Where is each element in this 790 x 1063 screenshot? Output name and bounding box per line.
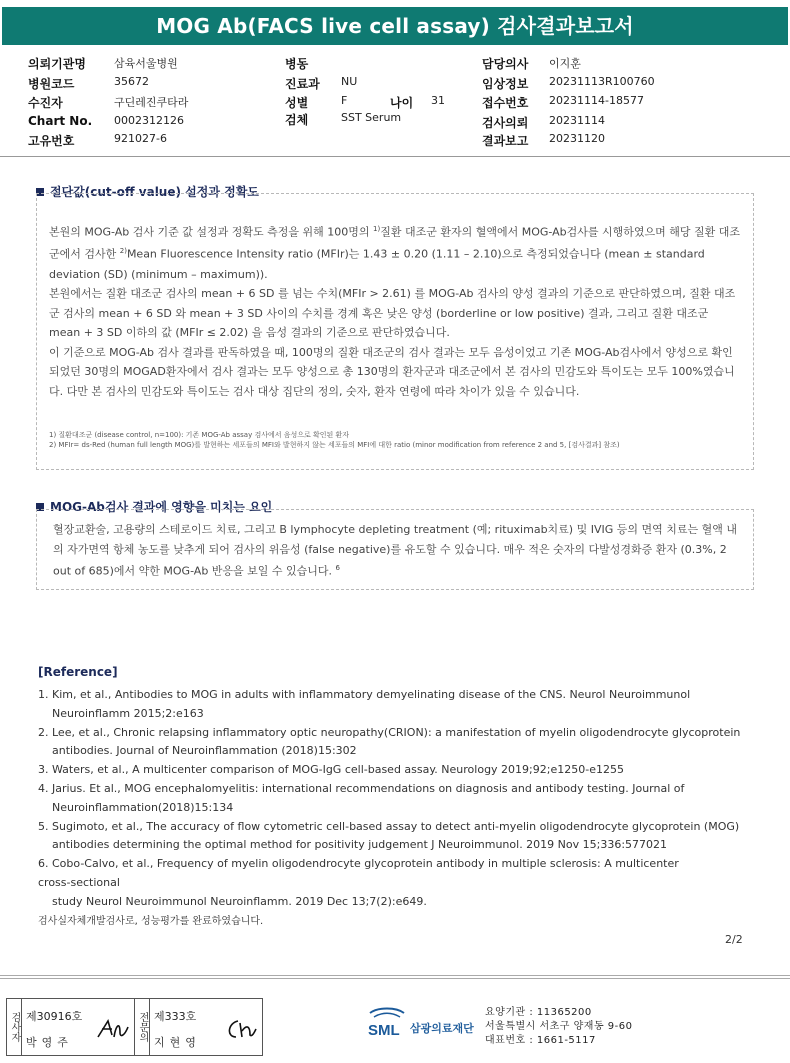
paragraph: 본원의 MOG-Ab 검사 기준 값 설정과 정확도 측정을 위해 100명의 $^{1)}$질환 대조군 환자의 혈액에서 MOG-Ab검사를 시행하였으며 해당 질환 대조군에서 검사한 $^{2)}$Mean Fluorescence Intensity ratio (MFIr)는 1.43 ± 0.20 (1.11 – 2.10)으로 측정되었습니다 (mean ± standard deviation (SD) (minimum – maximum)). [49,225,740,281]
info-label: 병동 [285,57,309,71]
page-number: 2/2 [725,933,743,946]
age-label: 나이 [390,96,414,110]
section-heading: 절단값(cut-off value) 설정과 정확도 [36,183,259,200]
reference-list [38,686,758,912]
signature-cell [22,999,135,1055]
info-label: 수진자 [28,96,63,110]
reference-item-cont: antibodies. Journal of Neuroinflammation (2018)15:302 [52,744,357,758]
info-label: 진료과 [285,77,320,91]
info-value: 구딘레진쿠타라 [114,96,189,109]
reference-item-cont: antibodies determining the optimal method for positivity judgement J Neuroimmunol. 2019 Nov 15;336:577021 [52,838,668,852]
institution-phone: 대표번호 : 1661-5117 [485,1035,596,1046]
info-label: 의뢰기관명 [28,57,86,71]
signature-role: 검사자 [7,999,22,1055]
signature-cell [150,999,262,1055]
signature-mark-icon [224,1017,258,1041]
reference-item-cont: cross-sectional [38,875,120,889]
reference-item: 1. Kim, et al., Antibodies to MOG in adults with inflammatory demyelinating disease of the CNS. Neurol Neuroimmunol [38,688,691,701]
footnote: 1) 질환대조군 (disease control, n=100): 기존 MOG-Ab assay 검사에서 음성으로 확인된 환자 [49,430,350,439]
reference-item: 3. Waters, et al., A multicenter comparison of MOG-IgG cell-based assay. Neurology 2019;92;e1250-e1255 [38,763,624,777]
info-label: 고유번호 [28,134,75,148]
license-number: 제30916호 [26,1010,83,1023]
institution-info [485,1006,633,1048]
signature-mark-icon [96,1017,130,1041]
info-value: 이지훈 [549,57,581,70]
info-label: 검체 [285,113,309,127]
signature-role: 전문의 [135,999,150,1055]
divider [0,978,790,979]
report-title: MOG Ab(FACS live cell assay) 검사결과보고서 [2,7,788,45]
info-label: Chart No. [28,114,93,128]
license-number: 제333호 [154,1010,197,1023]
patient-info [0,52,790,152]
institution-code: 요양기관 : 11365200 [485,1007,592,1018]
validation-note: 검사실자체개발검사로, 성능평가를 완료하였습니다. [38,916,264,927]
info-value: 20231114 [549,114,605,127]
divider [0,975,790,976]
info-value: F [341,94,348,107]
cutoff-box [36,193,754,470]
logo-mark: SML [368,1022,400,1039]
reference-item: 5. Sugimoto, et al., The accuracy of flow cytometric cell-based assay to detect anti-myelin oligodendrocyte glycoprotein (MOG) [38,819,740,833]
info-value: NU [341,75,358,88]
signer-name: 지현영 [154,1036,201,1049]
reference-heading: [Reference] [38,665,118,679]
footnote: 2) MFIr= ds-Red (human full length MOG)를 발현하는 세포들의 MFI와 발현하지 않는 세포들의 MFI에 대한 ratio (minor modification from reference 2 and 5, [검사결과] 참조) [49,440,620,449]
info-value: 20231120 [549,132,605,145]
info-value: SST Serum [341,111,402,124]
info-label: 담당의사 [482,57,529,71]
logo-name: 삼광의료재단 [410,1022,474,1035]
info-value: 921027-6 [114,132,167,145]
info-value: 0002312126 [114,114,184,127]
institution-address: 서울특별시 서초구 양재동 9-60 [485,1021,633,1032]
reference-item: 2. Lee, et al., Chronic relapsing inflammatory optic neuropathy(CRION): a manifestation of myelin oligodendrocyte glycoprotein [38,725,741,739]
divider [0,156,790,157]
info-value: 삼육서울병원 [114,57,178,70]
info-value: 35672 [114,75,149,88]
paragraph: 이 기준으로 MOG-Ab 검사 결과를 판독하였을 때, 100명의 질환 대조군의 검사 결과는 모두 음성이었고 기존 MOG-Ab검사에서 양성으로 확인되었던 30명의 MOGAD환자에서 검사 결과는 모두 양성으로 총 130명의 환자군과 대조군에서 본 검사의 민감도와 특이도는 모두 100%였습니다. 다만 본 검사의 민감도와 특이도는 검사 대상 집단의 정의, 숫자, 환자 연령에 따라 차이가 있을 수 있습니다. [49,345,735,399]
signer-name: 박영주 [26,1036,73,1049]
factors-box [36,509,754,590]
info-value: 20231113R100760 [549,75,655,88]
info-label: 임상정보 [482,77,529,91]
info-label: 병원코드 [28,77,75,91]
info-label: 결과보고 [482,134,529,148]
reference-item: 4. Jarius. Et al., MOG encephalomyelitis: international recommendations on diagnosis and antibody testing. Journal of [38,781,685,795]
reference-item: 6. Cobo-Calvo, et al., Frequency of myelin oligodendrocyte glycoprotein antibody in multiple sclerosis: A multicenter [38,857,679,871]
info-label: 접수번호 [482,96,529,110]
reference-item-cont: Neuroinflammation(2018)15:134 [52,800,234,814]
sml-logo-icon [366,1005,408,1039]
info-label: 검사의뢰 [482,116,529,130]
age-value: 31 [431,94,445,107]
paragraph: 본원에서는 질환 대조군 검사의 mean + 6 SD 를 넘는 수치(MFIr > 2.61) 를 MOG-Ab 검사의 양성 결과의 기준으로 판단하였으며, 질환 대조군 검사의 mean + 6 SD 와 mean + 3 SD 사이의 수치를 경계 혹은 낮은 양성 (borderline or low positive) 결과, 그리고 질환 대조군 mean + 3 SD 이하의 값 (MFIr ≤ 2.02) 을 음성 결과의 기준으로 판단하였습니다. [49,287,736,340]
reference-item-cont: study Neurol Neuroimmunol Neuroinflamm. 2019 Dec 13;7(2):e649. [52,894,427,908]
section-heading: MOG-Ab검사 결과에 영향을 미치는 요인 [36,498,272,515]
reference-item-cont: Neuroinflamm 2015;2:e163 [52,706,204,720]
info-label: 성별 [285,96,309,110]
signature-table [6,998,263,1056]
paragraph: 혈장교환술, 고용량의 스테로이드 치료, 그리고 B lymphocyte depleting treatment (예; rituximab치료) 및 IVIG 등의 면역 치료는 혈액 내의 자가면역 항체 농도를 낮추게 되어 검사의 위음성 (false negative)를 유도할 수 있습니다. 매우 적은 숫자의 다발성경화증 환자 (0.3%, 2 out of 685)에서 약한 MOG-Ab 반응을 보일 수 있습니다. $^6$ [53,523,737,578]
info-value: 20231114-18577 [549,94,644,107]
